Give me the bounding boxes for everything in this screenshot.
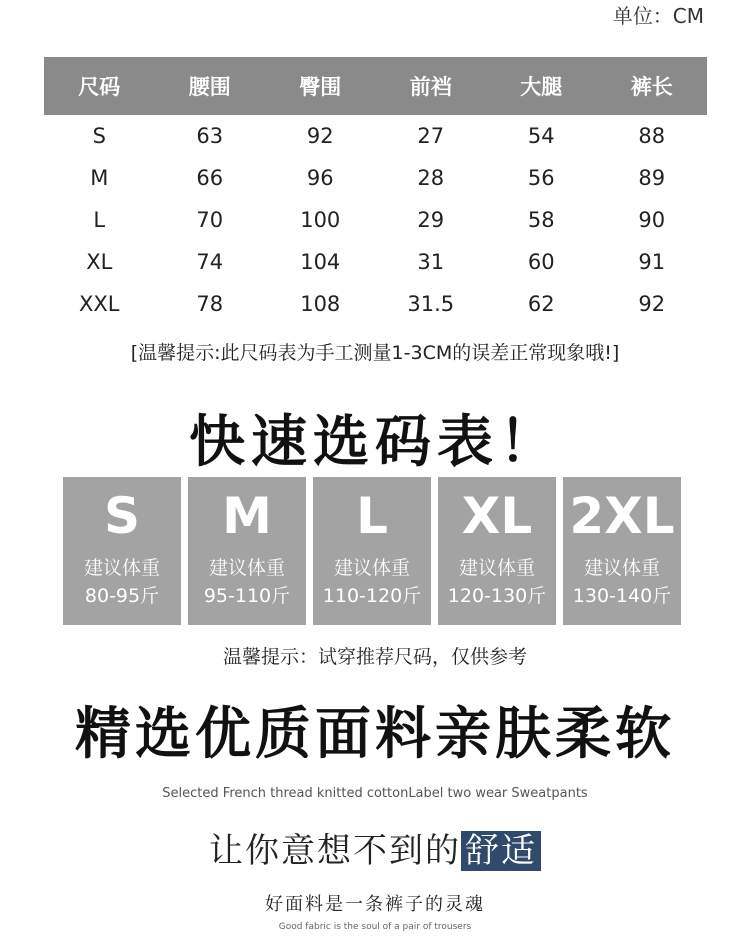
table-row [44,199,707,241]
size-card-m [188,477,306,625]
comfort-prefix: 让你意想不到的 [209,831,461,871]
table-cell: 100 [300,208,341,232]
table-cell: XL [86,250,113,274]
table-cell: 31.5 [407,292,455,316]
card-size: S [103,487,140,545]
header-size: 尺码 [78,75,121,99]
header-thigh: 大腿 [520,75,563,99]
size-card-xl [438,477,556,625]
table-cell: 60 [527,250,555,274]
table-cell: 28 [417,166,445,190]
comfort-highlight: 舒适 [461,831,541,871]
table-cell: 74 [196,250,224,274]
size-card-s [63,477,181,625]
size-table [44,57,707,325]
table-cell: 62 [527,292,555,316]
table-cell: S [92,124,106,148]
card-range: 130-140斤 [572,585,672,607]
table-cell: 90 [638,208,666,232]
unit-label: 单位：CM [612,4,704,28]
fabric-soul-english: Good fabric is the soul of a pair of trousers [278,922,472,932]
comfort-headline [0,823,750,872]
table-cell: 92 [638,292,666,316]
table-row [44,241,707,283]
table-cell: 27 [417,124,445,148]
table-row [44,283,707,325]
table-cell: 54 [527,124,555,148]
card-range: 95-110斤 [203,585,291,607]
table-cell: 104 [300,250,341,274]
table-cell: 70 [196,208,224,232]
card-label: 建议体重 [208,557,285,579]
card-size: XL [461,487,533,545]
card-label: 建议体重 [583,557,660,579]
table-cell: 56 [527,166,555,190]
table-cell: 29 [417,208,445,232]
header-hip: 臀围 [299,75,342,99]
size-card-2xl [563,477,681,625]
table-cell: 88 [638,124,666,148]
card-size: L [356,487,388,545]
table-cell: 92 [306,124,334,148]
table-cell: 108 [300,292,341,316]
header-front-rise: 前裆 [409,75,452,99]
fabric-soul-text: 好面料是一条裤子的灵魂 [265,894,485,915]
size-card-l [313,477,431,625]
table-cell: 91 [638,250,666,274]
table-cell: XXL [79,292,120,316]
table-cell: 89 [638,166,666,190]
table-cell: M [90,166,109,190]
table-row [44,157,707,199]
table-cell: 78 [196,292,224,316]
table-cell: 63 [196,124,224,148]
header-length: 裤长 [630,75,673,99]
table-cell: 96 [306,166,334,190]
header-waist: 腰围 [188,75,231,99]
size-cards [63,477,683,625]
fabric-title: 精选优质面料亲肤柔软 [75,702,675,767]
card-label: 建议体重 [458,557,535,579]
table-cell: L [93,208,106,232]
card-label: 建议体重 [83,557,160,579]
quick-size-title: 快速选码表！ [189,410,561,475]
card-size: 2XL [569,487,675,545]
card-range: 110-120斤 [322,585,422,607]
card-range: 80-95斤 [84,585,160,607]
card-size: M [222,487,272,545]
table-row [44,115,707,157]
card-range: 120-130斤 [447,585,547,607]
table-header-row [44,57,707,115]
measurement-tip: [温馨提示:此尺码表为手工测量1-3CM的误差正常现象哦!] [130,342,620,364]
table-cell: 58 [527,208,555,232]
table-cell: 66 [196,166,224,190]
fit-tip: 温馨提示：试穿推荐尺码，仅供参考 [222,646,527,668]
card-label: 建议体重 [333,557,410,579]
table-cell: 31 [417,250,445,274]
english-subtitle: Selected French thread knitted cottonLabel two wear Sweatpants [162,786,588,801]
